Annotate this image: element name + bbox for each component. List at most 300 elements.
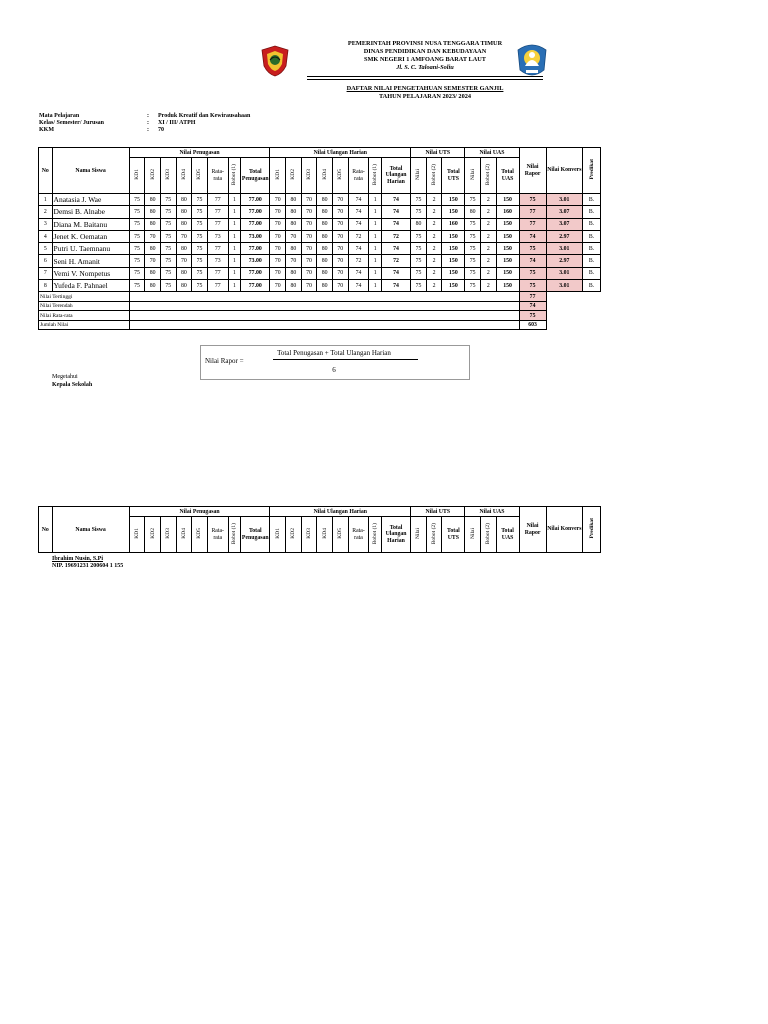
col-p-kd2: KD2 bbox=[145, 158, 161, 194]
penugasan-cell: 80 bbox=[176, 194, 192, 206]
penugasan-cell: 77.00 bbox=[241, 267, 270, 279]
penugasan-cell: 77 bbox=[207, 243, 228, 255]
summary-empty bbox=[546, 311, 600, 321]
subject-info-row bbox=[39, 127, 250, 134]
formula-numerator: Total Penugasan + Total Ulangan Harian bbox=[277, 349, 391, 357]
ulangan-cell: 70 bbox=[270, 194, 286, 206]
penugasan-cell: 80 bbox=[145, 280, 161, 292]
uas-cell: 75 bbox=[465, 267, 481, 279]
subject-info-label: KKM bbox=[39, 127, 54, 134]
ulangan-cell: 70 bbox=[301, 280, 317, 292]
approval-block bbox=[52, 374, 92, 389]
uts-cell: 150 bbox=[442, 230, 465, 242]
uts-cell: 160 bbox=[442, 218, 465, 230]
student-row bbox=[39, 194, 601, 206]
col-u-kd3: KD3 bbox=[301, 517, 317, 553]
penugasan-cell: 75 bbox=[160, 243, 176, 255]
ulangan-cell: 72 bbox=[381, 255, 410, 267]
letterhead-rule-thin bbox=[307, 79, 543, 80]
predikat-cell: B. bbox=[583, 280, 601, 292]
penugasan-cell: 1 bbox=[228, 218, 241, 230]
letterhead-rule-thick bbox=[307, 76, 543, 77]
ulangan-cell: 1 bbox=[369, 280, 382, 292]
formula-box bbox=[200, 345, 470, 380]
col-u-kd1: KD1 bbox=[270, 158, 286, 194]
col-p-kd3: KD3 bbox=[160, 517, 176, 553]
penugasan-cell: 77 bbox=[207, 280, 228, 292]
col-predikat-label: Predikat bbox=[588, 159, 595, 180]
col-u-kd4: KD4 bbox=[317, 517, 333, 553]
ulangan-cell: 70 bbox=[270, 280, 286, 292]
summary-empty bbox=[546, 301, 600, 311]
uts-cell: 75 bbox=[411, 206, 427, 218]
penugasan-cell: 75 bbox=[192, 243, 208, 255]
summary-label: Nilai Tertinggi bbox=[39, 292, 130, 302]
student-name: Yufeda F. Pahnael bbox=[52, 280, 129, 292]
student-row bbox=[39, 243, 601, 255]
ulangan-cell: 70 bbox=[332, 218, 348, 230]
col-uas-nilai: Nilai bbox=[465, 517, 481, 553]
ulangan-cell: 1 bbox=[369, 267, 382, 279]
student-name: Jenet K. Oematan bbox=[52, 230, 129, 242]
ulangan-cell: 70 bbox=[332, 243, 348, 255]
group-uas: Nilai UAS bbox=[465, 507, 519, 517]
predikat-cell: B. bbox=[583, 218, 601, 230]
formula-denominator: 6 bbox=[332, 366, 336, 374]
subject-info-row bbox=[39, 120, 250, 127]
student-no: 3 bbox=[39, 218, 53, 230]
ulangan-cell: 70 bbox=[301, 206, 317, 218]
col-no: No bbox=[39, 507, 53, 553]
col-uts-nilai: Nilai bbox=[411, 158, 427, 194]
penugasan-cell: 70 bbox=[145, 230, 161, 242]
document-title-year: TAHUN PELAJARAN 2023/ 2024 bbox=[378, 93, 472, 100]
penugasan-cell: 1 bbox=[228, 194, 241, 206]
ulangan-cell: 72 bbox=[348, 255, 369, 267]
penugasan-cell: 75 bbox=[129, 267, 145, 279]
penugasan-cell: 75 bbox=[192, 230, 208, 242]
col-p-rata: Rata-rata bbox=[207, 517, 228, 553]
ulangan-cell: 80 bbox=[286, 267, 302, 279]
ulangan-cell: 70 bbox=[270, 218, 286, 230]
col-nama: Nama Siswa bbox=[52, 148, 129, 194]
col-total-penugasan: Total Penugasan bbox=[241, 517, 270, 553]
nilai-konvers-cell: 3.07 bbox=[546, 206, 582, 218]
col-u-bobot: Bobot (1) bbox=[369, 158, 382, 194]
uas-cell: 75 bbox=[465, 255, 481, 267]
ulangan-cell: 74 bbox=[381, 243, 410, 255]
penugasan-cell: 73 bbox=[207, 230, 228, 242]
document-title-main: DAFTAR NILAI PENGETAHUAN SEMESTER GANJIL bbox=[346, 85, 504, 92]
penugasan-cell: 1 bbox=[228, 230, 241, 242]
penugasan-cell: 1 bbox=[228, 280, 241, 292]
penugasan-cell: 75 bbox=[129, 206, 145, 218]
summary-blank bbox=[129, 311, 519, 321]
student-no: 2 bbox=[39, 206, 53, 218]
student-no: 5 bbox=[39, 243, 53, 255]
uas-cell: 150 bbox=[496, 230, 519, 242]
student-no: 8 bbox=[39, 280, 53, 292]
nilai-konvers-cell: 3.07 bbox=[546, 218, 582, 230]
uts-cell: 150 bbox=[442, 280, 465, 292]
student-row bbox=[39, 255, 601, 267]
col-uas-bobot: Bobot (2) bbox=[480, 158, 496, 194]
ulangan-cell: 70 bbox=[332, 255, 348, 267]
ulangan-cell: 74 bbox=[381, 194, 410, 206]
col-u-kd3: KD3 bbox=[301, 158, 317, 194]
ulangan-cell: 70 bbox=[270, 267, 286, 279]
ulangan-cell: 80 bbox=[317, 280, 333, 292]
student-no: 1 bbox=[39, 194, 53, 206]
penugasan-cell: 1 bbox=[228, 255, 241, 267]
ulangan-cell: 74 bbox=[348, 280, 369, 292]
ulangan-cell: 1 bbox=[369, 255, 382, 267]
ulangan-cell: 70 bbox=[332, 230, 348, 242]
uas-cell: 2 bbox=[480, 194, 496, 206]
uas-cell: 80 bbox=[465, 206, 481, 218]
col-total-penugasan: Total Penugasan bbox=[241, 158, 270, 194]
ulangan-cell: 70 bbox=[301, 267, 317, 279]
penugasan-cell: 80 bbox=[176, 280, 192, 292]
col-total-ulangan: Total Ulangan Harian bbox=[381, 158, 410, 194]
subject-info-label: Mata Pelajaran bbox=[39, 113, 80, 119]
penugasan-cell: 77.00 bbox=[241, 243, 270, 255]
penugasan-cell: 75 bbox=[129, 280, 145, 292]
uas-cell: 2 bbox=[480, 230, 496, 242]
ulangan-cell: 74 bbox=[381, 206, 410, 218]
penugasan-cell: 75 bbox=[192, 218, 208, 230]
uas-cell: 150 bbox=[496, 218, 519, 230]
uts-cell: 75 bbox=[411, 230, 427, 242]
group-ulangan: Nilai Ulangan Harian bbox=[270, 148, 411, 158]
ulangan-cell: 70 bbox=[270, 255, 286, 267]
penugasan-cell: 1 bbox=[228, 206, 241, 218]
summary-row bbox=[39, 320, 601, 330]
ulangan-cell: 72 bbox=[348, 230, 369, 242]
formula-label: Nilai Rapor = bbox=[205, 357, 244, 365]
col-total-uas: Total UAS bbox=[496, 158, 519, 194]
signer-nip: NIP. 19691231 200604 1 155 bbox=[52, 563, 124, 569]
summary-blank bbox=[129, 301, 519, 311]
grade-table bbox=[38, 147, 601, 330]
uts-cell: 2 bbox=[426, 243, 442, 255]
summary-blank bbox=[129, 320, 519, 330]
uas-cell: 150 bbox=[496, 280, 519, 292]
penugasan-cell: 75 bbox=[192, 206, 208, 218]
student-row bbox=[39, 206, 601, 218]
penugasan-cell: 80 bbox=[176, 243, 192, 255]
summary-value: 77 bbox=[519, 292, 546, 302]
student-name: Diana M. Baitanu bbox=[52, 218, 129, 230]
col-p-kd3: KD3 bbox=[160, 158, 176, 194]
provincial-emblem-logo bbox=[258, 44, 292, 78]
subject-info-value: XI / III/ ATPH bbox=[158, 120, 196, 127]
student-no: 6 bbox=[39, 255, 53, 267]
summary-empty bbox=[546, 292, 600, 302]
penugasan-cell: 75 bbox=[129, 230, 145, 242]
uts-cell: 2 bbox=[426, 267, 442, 279]
col-total-ulangan: Total Ulangan Harian bbox=[381, 517, 410, 553]
nilai-rapor-cell: 75 bbox=[519, 194, 546, 206]
penugasan-cell: 1 bbox=[228, 243, 241, 255]
subject-info-sep: : bbox=[147, 120, 149, 127]
penugasan-cell: 75 bbox=[129, 255, 145, 267]
student-name: Demsi B. Alnabe bbox=[52, 206, 129, 218]
ulangan-cell: 80 bbox=[286, 243, 302, 255]
col-u-kd2: KD2 bbox=[286, 517, 302, 553]
col-u-rata: Rata-rata bbox=[348, 517, 369, 553]
col-u-rata: Rata-rata bbox=[348, 158, 369, 194]
uts-cell: 75 bbox=[411, 255, 427, 267]
mengetahui-text: Megetahui bbox=[52, 374, 78, 380]
signer-name: Ibrahim Nusin, S.Pi bbox=[52, 556, 104, 562]
penugasan-cell: 75 bbox=[129, 194, 145, 206]
col-u-kd1: KD1 bbox=[270, 517, 286, 553]
ulangan-cell: 1 bbox=[369, 230, 382, 242]
student-row bbox=[39, 230, 601, 242]
summary-value: 74 bbox=[519, 301, 546, 311]
ulangan-cell: 70 bbox=[270, 206, 286, 218]
ulangan-cell: 74 bbox=[348, 267, 369, 279]
col-predikat: Predikat bbox=[583, 507, 601, 553]
uts-cell: 150 bbox=[442, 206, 465, 218]
penugasan-cell: 80 bbox=[145, 267, 161, 279]
penugasan-cell: 70 bbox=[176, 255, 192, 267]
nilai-konvers-cell: 3.01 bbox=[546, 280, 582, 292]
ulangan-cell: 70 bbox=[301, 230, 317, 242]
student-row bbox=[39, 280, 601, 292]
uas-cell: 75 bbox=[465, 194, 481, 206]
uas-cell: 2 bbox=[480, 206, 496, 218]
nilai-konvers-cell: 3.01 bbox=[546, 194, 582, 206]
ulangan-cell: 80 bbox=[286, 194, 302, 206]
ulangan-cell: 70 bbox=[332, 267, 348, 279]
col-total-uts: Total UTS bbox=[442, 158, 465, 194]
ulangan-cell: 70 bbox=[301, 243, 317, 255]
summary-label: Nilai Rata-rata bbox=[39, 311, 130, 321]
penugasan-cell: 75 bbox=[160, 267, 176, 279]
student-no: 7 bbox=[39, 267, 53, 279]
summary-row bbox=[39, 311, 601, 321]
subject-info-value: 70 bbox=[158, 127, 164, 134]
subject-info-label: Kelas/ Semester/ Jurusan bbox=[39, 120, 104, 127]
uas-cell: 2 bbox=[480, 218, 496, 230]
nilai-rapor-cell: 75 bbox=[519, 243, 546, 255]
penugasan-cell: 75 bbox=[160, 206, 176, 218]
uas-cell: 75 bbox=[465, 230, 481, 242]
penugasan-cell: 73.00 bbox=[241, 255, 270, 267]
col-uts-bobot: Bobot (2) bbox=[426, 158, 442, 194]
penugasan-cell: 75 bbox=[160, 218, 176, 230]
uas-cell: 2 bbox=[480, 243, 496, 255]
ulangan-cell: 80 bbox=[317, 243, 333, 255]
ulangan-cell: 80 bbox=[317, 255, 333, 267]
col-p-kd5: KD5 bbox=[192, 158, 208, 194]
penugasan-cell: 75 bbox=[192, 280, 208, 292]
uts-cell: 2 bbox=[426, 280, 442, 292]
penugasan-cell: 80 bbox=[176, 267, 192, 279]
student-name: Anatasia J. Wae bbox=[52, 194, 129, 206]
col-u-kd5: KD5 bbox=[332, 517, 348, 553]
uts-cell: 80 bbox=[411, 218, 427, 230]
ulangan-cell: 70 bbox=[270, 243, 286, 255]
penugasan-cell: 77 bbox=[207, 218, 228, 230]
col-total-uts: Total UTS bbox=[442, 517, 465, 553]
ulangan-cell: 80 bbox=[317, 230, 333, 242]
ulangan-cell: 80 bbox=[286, 280, 302, 292]
nilai-konvers-cell: 2.97 bbox=[546, 255, 582, 267]
ulangan-cell: 1 bbox=[369, 218, 382, 230]
penugasan-cell: 77 bbox=[207, 194, 228, 206]
summary-value: 75 bbox=[519, 311, 546, 321]
col-nama: Nama Siswa bbox=[52, 507, 129, 553]
group-uas: Nilai UAS bbox=[465, 148, 519, 158]
penugasan-cell: 80 bbox=[176, 218, 192, 230]
penugasan-cell: 80 bbox=[176, 206, 192, 218]
uas-cell: 150 bbox=[496, 255, 519, 267]
student-name: Seni H. Amanit bbox=[52, 255, 129, 267]
group-uts: Nilai UTS bbox=[411, 148, 465, 158]
ulangan-cell: 70 bbox=[286, 230, 302, 242]
predikat-cell: B. bbox=[583, 255, 601, 267]
col-nilai-rapor: Nilai Rapor bbox=[519, 148, 546, 194]
penugasan-cell: 75 bbox=[192, 267, 208, 279]
ulangan-cell: 74 bbox=[348, 194, 369, 206]
ulangan-cell: 1 bbox=[369, 194, 382, 206]
penugasan-cell: 75 bbox=[160, 255, 176, 267]
ulangan-cell: 74 bbox=[348, 206, 369, 218]
ulangan-cell: 80 bbox=[286, 218, 302, 230]
col-p-rata: Rata-rata bbox=[207, 158, 228, 194]
uts-cell: 150 bbox=[442, 243, 465, 255]
nilai-rapor-cell: 74 bbox=[519, 230, 546, 242]
uas-cell: 2 bbox=[480, 267, 496, 279]
summary-label: Jumlah Nilai bbox=[39, 320, 130, 330]
subject-info-value: Produk Kreatif dan Kewirausahaan bbox=[158, 113, 251, 119]
uts-cell: 75 bbox=[411, 267, 427, 279]
uas-cell: 2 bbox=[480, 280, 496, 292]
nilai-rapor-cell: 74 bbox=[519, 255, 546, 267]
ulangan-cell: 74 bbox=[348, 218, 369, 230]
ulangan-cell: 74 bbox=[381, 280, 410, 292]
penugasan-cell: 70 bbox=[145, 255, 161, 267]
ulangan-cell: 72 bbox=[381, 230, 410, 242]
nilai-rapor-cell: 75 bbox=[519, 280, 546, 292]
nilai-rapor-cell: 77 bbox=[519, 218, 546, 230]
nilai-konvers-cell: 3.01 bbox=[546, 243, 582, 255]
col-nilai-rapor: Nilai Rapor bbox=[519, 507, 546, 553]
penugasan-cell: 77.00 bbox=[241, 280, 270, 292]
ulangan-cell: 70 bbox=[332, 280, 348, 292]
principal-title: Kepala Sekolah bbox=[52, 381, 93, 388]
group-uts: Nilai UTS bbox=[411, 507, 465, 517]
col-uas-bobot: Bobot (2) bbox=[480, 517, 496, 553]
student-no: 4 bbox=[39, 230, 53, 242]
summary-label: Nilai Terendah bbox=[39, 301, 130, 311]
signature-block bbox=[52, 556, 123, 570]
col-predikat bbox=[583, 148, 601, 194]
group-ulangan: Nilai Ulangan Harian bbox=[270, 507, 411, 517]
col-p-kd4: KD4 bbox=[176, 517, 192, 553]
uts-cell: 2 bbox=[426, 218, 442, 230]
subject-info bbox=[39, 113, 250, 135]
uas-cell: 75 bbox=[465, 280, 481, 292]
penugasan-cell: 70 bbox=[176, 230, 192, 242]
ulangan-cell: 80 bbox=[317, 218, 333, 230]
ulangan-cell: 80 bbox=[317, 194, 333, 206]
uts-cell: 2 bbox=[426, 255, 442, 267]
uas-cell: 75 bbox=[465, 218, 481, 230]
predikat-cell: B. bbox=[583, 194, 601, 206]
col-uts-nilai: Nilai bbox=[411, 517, 427, 553]
uts-cell: 2 bbox=[426, 230, 442, 242]
uts-cell: 75 bbox=[411, 194, 427, 206]
group-penugasan: Nilai Penugasan bbox=[129, 507, 270, 517]
predikat-cell: B. bbox=[583, 230, 601, 242]
ulangan-cell: 70 bbox=[301, 218, 317, 230]
col-uas-nilai: Nilai bbox=[465, 158, 481, 194]
ulangan-cell: 80 bbox=[286, 206, 302, 218]
student-name: Putri U. Taemnanu bbox=[52, 243, 129, 255]
uts-cell: 2 bbox=[426, 194, 442, 206]
grade-table-header-repeat bbox=[38, 506, 601, 553]
penugasan-cell: 73.00 bbox=[241, 230, 270, 242]
uas-cell: 2 bbox=[480, 255, 496, 267]
penugasan-cell: 1 bbox=[228, 267, 241, 279]
col-u-kd4: KD4 bbox=[317, 158, 333, 194]
school-letterhead bbox=[300, 40, 550, 72]
letterhead-line-3: SMK NEGERI 1 AMFOANG BARAT LAUT bbox=[363, 56, 487, 63]
col-nilai-konvers: Nilai Konvers bbox=[546, 148, 582, 194]
ulangan-cell: 70 bbox=[332, 206, 348, 218]
ulangan-cell: 80 bbox=[317, 267, 333, 279]
uts-cell: 75 bbox=[411, 280, 427, 292]
summary-blank bbox=[129, 292, 519, 302]
col-p-kd4: KD4 bbox=[176, 158, 192, 194]
col-u-kd5: KD5 bbox=[332, 158, 348, 194]
penugasan-cell: 80 bbox=[145, 218, 161, 230]
penugasan-cell: 75 bbox=[160, 280, 176, 292]
student-name: Vemi V. Nompetus bbox=[52, 267, 129, 279]
predikat-cell: B. bbox=[583, 206, 601, 218]
uas-cell: 150 bbox=[496, 243, 519, 255]
penugasan-cell: 77 bbox=[207, 206, 228, 218]
subject-info-sep: : bbox=[147, 127, 149, 134]
penugasan-cell: 80 bbox=[145, 243, 161, 255]
penugasan-cell: 75 bbox=[192, 255, 208, 267]
subject-info-row bbox=[39, 113, 250, 120]
uts-cell: 2 bbox=[426, 206, 442, 218]
predikat-cell: B. bbox=[583, 243, 601, 255]
col-p-bobot: Bobot (1) bbox=[228, 517, 241, 553]
penugasan-cell: 75 bbox=[160, 230, 176, 242]
ulangan-cell: 74 bbox=[348, 243, 369, 255]
uts-cell: 150 bbox=[442, 267, 465, 279]
predikat-cell: B. bbox=[583, 267, 601, 279]
summary-row bbox=[39, 292, 601, 302]
col-no: No bbox=[39, 148, 53, 194]
penugasan-cell: 75 bbox=[129, 243, 145, 255]
col-p-kd5: KD5 bbox=[192, 517, 208, 553]
summary-row bbox=[39, 301, 601, 311]
uts-cell: 150 bbox=[442, 194, 465, 206]
subject-info-sep: : bbox=[147, 113, 149, 119]
formula-fraction-bar bbox=[273, 359, 418, 360]
letterhead-line-1: PEMERINTAH PROVINSI NUSA TENGGARA TIMUR bbox=[347, 40, 503, 47]
col-uts-bobot: Bobot (2) bbox=[426, 517, 442, 553]
nilai-konvers-cell: 3.01 bbox=[546, 267, 582, 279]
col-total-uas: Total UAS bbox=[496, 517, 519, 553]
